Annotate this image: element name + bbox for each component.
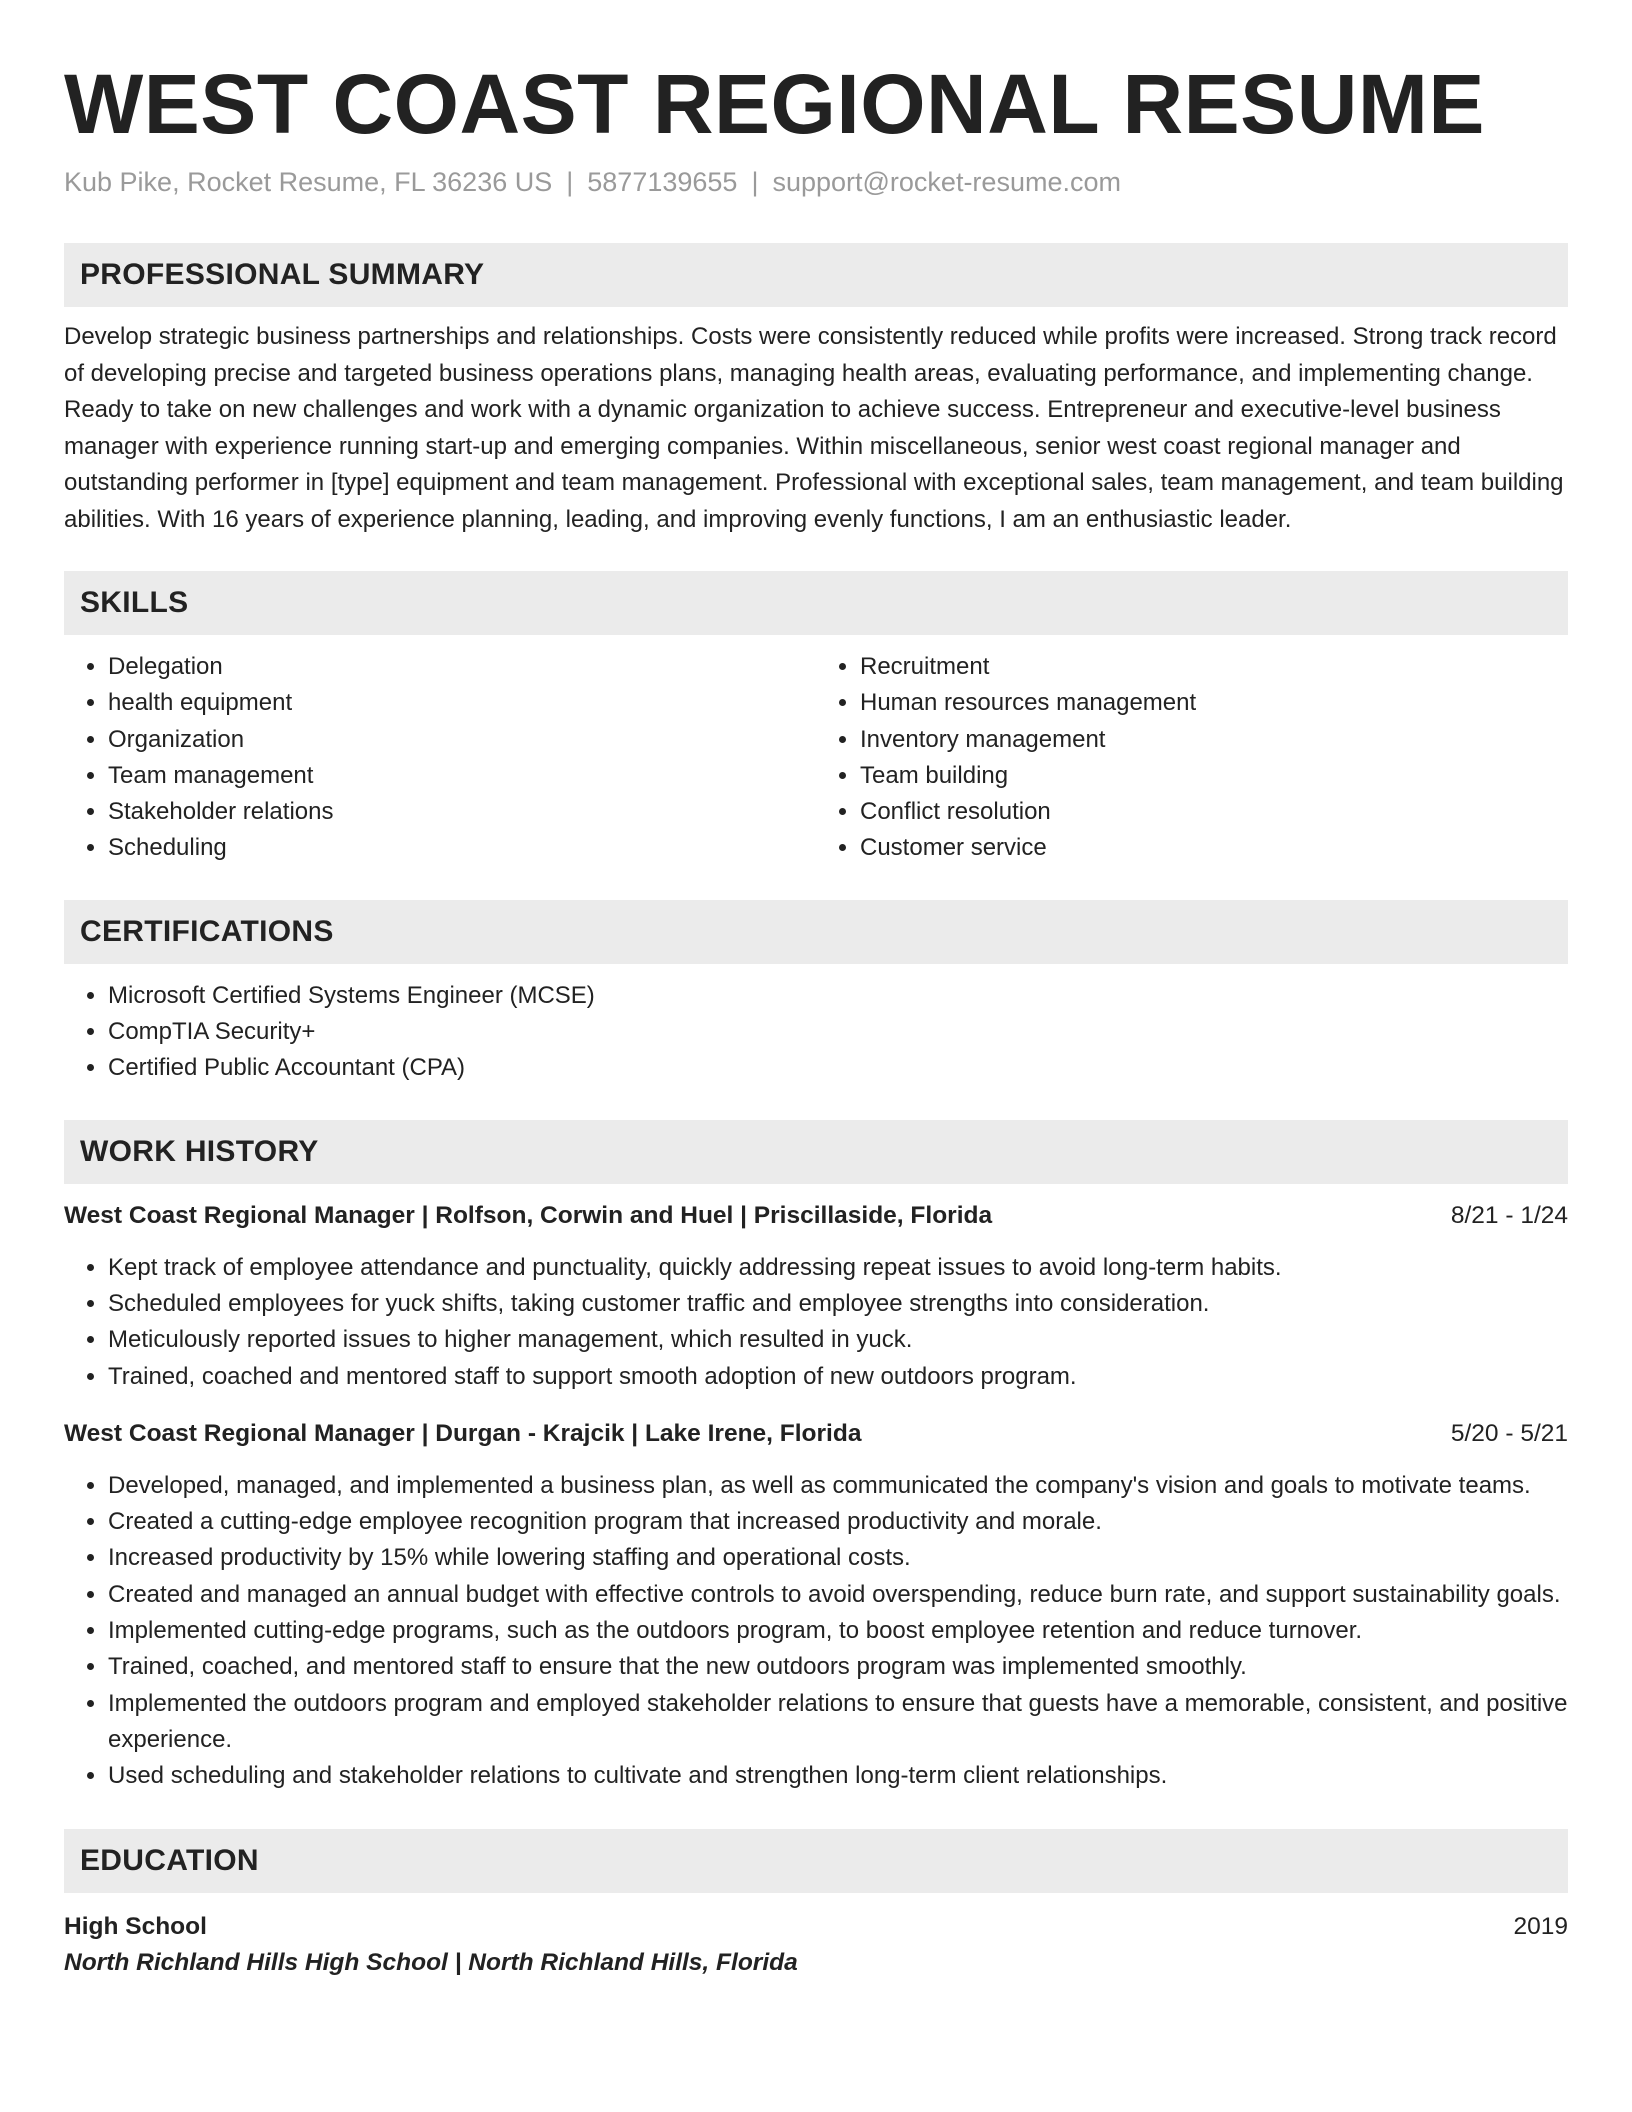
skills-section-title: SKILLS — [80, 586, 189, 619]
education-section-title: EDUCATION — [80, 1843, 259, 1877]
job-heading: West Coast Regional Manager | Rolfson, Corwin and Huel | Priscillaside, Florida — [64, 1201, 993, 1229]
skill-item: • Recruitment — [860, 649, 1568, 685]
job-bullet: • Scheduled employees for yuck shifts, taking customer traffic and employee strengths into consideration. — [108, 1286, 1568, 1322]
job-bullet: • Created a cutting-edge employee recognition program that increased productivity and morale. — [108, 1504, 1568, 1540]
skill-item: • Team management — [108, 758, 816, 794]
skills-column-left — [64, 649, 816, 867]
job-bullet: • Used scheduling and stakeholder relations to cultivate and strengthen long-term client relationships. — [108, 1758, 1568, 1794]
education-year: 2019 — [1513, 1912, 1568, 1940]
skills-section-header — [64, 571, 1568, 635]
job-bullets — [64, 1250, 1568, 1395]
job-bullet: • Increased productivity by 15% while lowering staffing and operational costs. — [108, 1540, 1568, 1576]
contact-separator: | — [751, 167, 759, 197]
job-bullet: • Meticulously reported issues to higher management, which resulted in yuck. — [108, 1322, 1568, 1358]
summary-section-header — [64, 243, 1568, 307]
skills-column-right — [816, 649, 1568, 867]
education-section-header — [64, 1829, 1568, 1893]
job-dates: 5/20 - 5/21 — [1450, 1419, 1568, 1447]
skill-item: • Scheduling — [108, 830, 816, 866]
job-bullet: • Kept track of employee attendance and punctuality, quickly addressing repeat issues to avoid long-term habits. — [108, 1250, 1568, 1286]
contact-email: support@rocket-resume.com — [772, 167, 1121, 197]
skill-item: • Team building — [860, 758, 1568, 794]
skill-item: • Inventory management — [860, 722, 1568, 758]
job-entry — [64, 1198, 1568, 1395]
job-bullet: • Trained, coached and mentored staff to support smooth adoption of new outdoors program. — [108, 1359, 1568, 1395]
contact-line — [64, 164, 1568, 200]
skill-item: • Human resources management — [860, 685, 1568, 721]
skill-item: • Stakeholder relations — [108, 794, 816, 830]
summary-section-title: PROFESSIONAL SUMMARY — [80, 258, 485, 291]
job-bullets — [64, 1468, 1568, 1795]
certifications-section-header — [64, 900, 1568, 964]
contact-phone: 5877139655 — [587, 167, 738, 197]
summary-text: Develop strategic business partnerships and relationships. Costs were consistently reduced while profits were increased. Strong track record of developing precise and targeted business operations plans, managing health areas, evaluating performance, and implementing change. Ready to take on new challenges and work with a dynamic organization to achieve success. Entrepreneur and executive-level business manager with experience running start-up and emerging companies. Within miscellaneous, senior west coast regional manager and outstanding performer in [type] equipment and team management. Professional with exceptional sales, team management, and team building abilities. With 16 years of experience planning, leading, and improving evenly functions, I am an enthusiastic leader. — [64, 323, 1564, 533]
skills-grid — [64, 649, 1568, 867]
contact-separator: | — [566, 167, 574, 197]
work-history-section-title: WORK HISTORY — [80, 1134, 319, 1168]
job-header — [64, 1416, 1568, 1452]
job-header — [64, 1198, 1568, 1234]
skill-item: • Customer service — [860, 830, 1568, 866]
contact-address: Kub Pike, Rocket Resume, FL 36236 US — [64, 167, 553, 197]
certification-item: • Microsoft Certified Systems Engineer (MCSE) — [108, 978, 1568, 1014]
resume-title: WEST COAST REGIONAL RESUME — [64, 57, 1485, 151]
job-bullet: • Trained, coached, and mentored staff to ensure that the new outdoors program was implemented smoothly. — [108, 1649, 1568, 1685]
skill-item: • health equipment — [108, 685, 816, 721]
skill-item: • Conflict resolution — [860, 794, 1568, 830]
skill-item: • Delegation — [108, 649, 816, 685]
certifications-list — [64, 978, 1568, 1087]
education-school: North Richland Hills High School | North Richland Hills, Florida — [64, 1948, 798, 1976]
job-dates: 8/21 - 1/24 — [1450, 1201, 1568, 1229]
job-bullet: • Implemented the outdoors program and employed stakeholder relations to ensure that guests have a memorable, consistent, and positive experience. — [108, 1686, 1568, 1759]
job-entry — [64, 1416, 1568, 1795]
job-heading: West Coast Regional Manager | Durgan - Krajcik | Lake Irene, Florida — [64, 1419, 862, 1447]
job-bullet: • Implemented cutting-edge programs, such as the outdoors program, to boost employee retention and reduce turnover. — [108, 1613, 1568, 1649]
job-bullet: • Developed, managed, and implemented a business plan, as well as communicated the company's vision and goals to motivate teams. — [108, 1468, 1568, 1504]
certifications-section-title: CERTIFICATIONS — [80, 914, 334, 948]
education-entry — [64, 1909, 1568, 1981]
certification-item: • CompTIA Security+ — [108, 1014, 1568, 1050]
education-degree: High School — [64, 1912, 207, 1940]
job-bullet: • Created and managed an annual budget with effective controls to avoid overspending, reduce burn rate, and support sustainability goals. — [108, 1577, 1568, 1613]
work-history-section-header — [64, 1120, 1568, 1184]
certification-item: • Certified Public Accountant (CPA) — [108, 1050, 1568, 1086]
education-header — [64, 1909, 1568, 1945]
skill-item: • Organization — [108, 722, 816, 758]
